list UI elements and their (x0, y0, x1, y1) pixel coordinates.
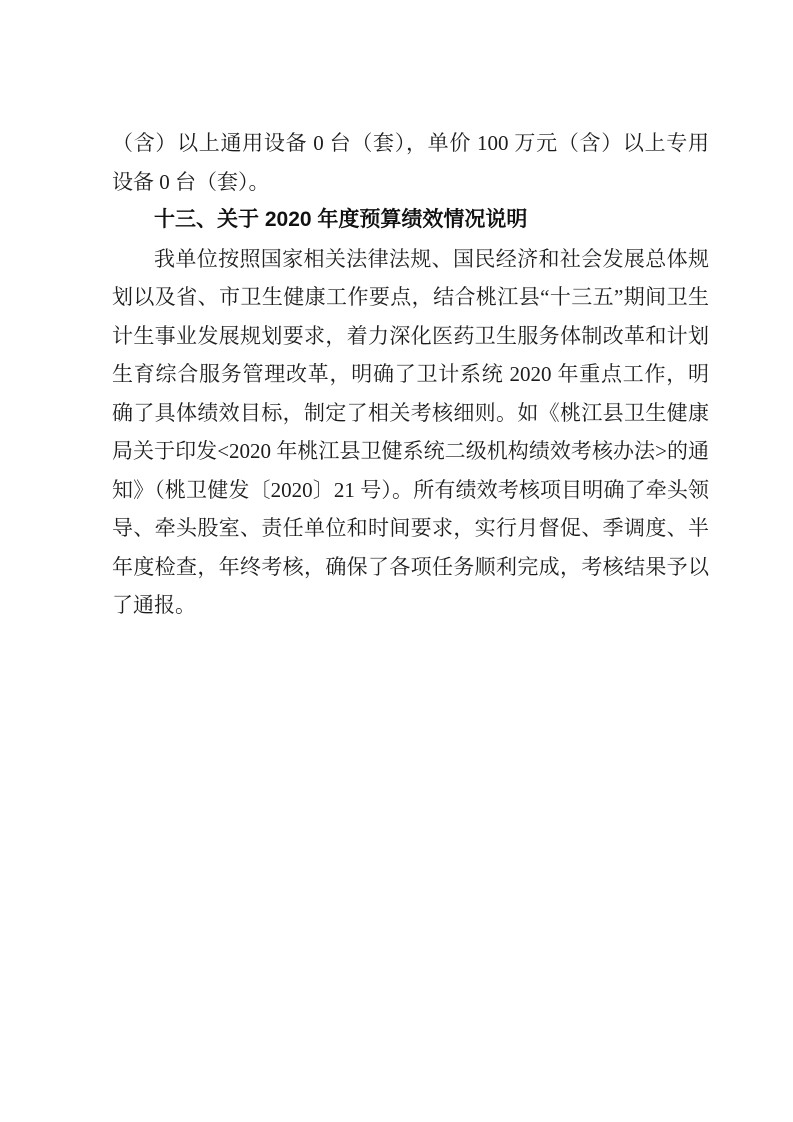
document-content (112, 124, 709, 625)
continued-paragraph: （含）以上通用设备 0 台（套），单价 100 万元（含）以上专用设备 0 台（套）。 (112, 131, 709, 194)
section-heading: 十三、关于 2020 年度预算绩效情况说明 (154, 208, 528, 231)
body-paragraph: 我单位按照国家相关法律法规、国民经济和社会发展总体规划以及省、市卫生健康工作要点，结合桃江县“十三五”期间卫生计生事业发展规划要求，着力深化医药卫生服务体制改革和计划生育综合服务管理改革，明确了卫计系统 2020 年重点工作，明确了具体绩效目标，制定了相关考核细则。如《桃江县卫生健康局关于印发<2020 年桃江县卫健系统二级机构绩效考核办法>的通知》（桃卫健发〔2020〕21 号）。所有绩效考核项目明确了牵头领导、牵头股室、责任单位和时间要求，实行月督促、季调度、半年度检查，年终考核，确保了各项任务顺利完成，考核结果予以了通报。 (112, 246, 709, 617)
